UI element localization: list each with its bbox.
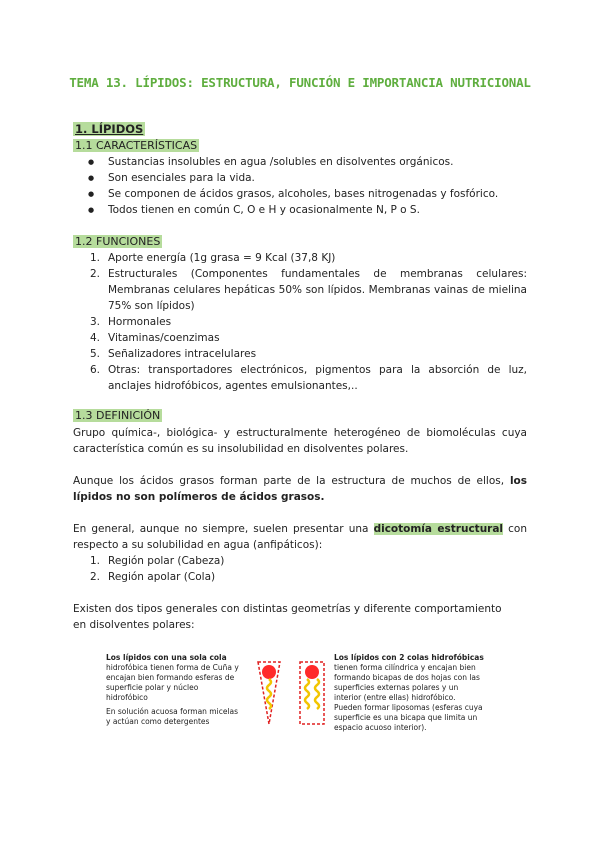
- document-title: TEMA 13. LÍPIDOS: ESTRUCTURA, FUNCIÓN E IMPORTANCIA NUTRICIONAL: [69, 75, 531, 90]
- polar-head-icon: [262, 665, 276, 679]
- list-item: ● Se componen de ácidos grasos, alcoholes, bases nitrogenadas y fosfórico.: [88, 186, 498, 202]
- subheading-definicion: 1.3 DEFINICIÓN: [75, 409, 161, 422]
- dicotomia-paragraph: En general, aunque no siempre, suelen presentar una dicotomía estructural con respecto a su solubilidad en agua (anfipáticos):: [73, 523, 527, 551]
- list-item: 4. Vitaminas/coenzimas: [90, 332, 220, 344]
- tipos-paragraph: Existen dos tipos generales con distintas geometrías y diferente comportamiento en disolventes polares:: [73, 603, 502, 631]
- subheading-funciones: 1.2 FUNCIONES: [75, 235, 161, 248]
- caracteristicas-list: [88, 154, 498, 218]
- hydrophobic-tail-icon: [267, 679, 271, 709]
- list-item: 2. Región apolar (Cola): [90, 571, 216, 583]
- list-item: 2. Estructurales (Componentes fundamentales de membranas celulares: Membranas celulares hepáticas 50% son lípidos. Membranas vainas de mielina 75% son lípidos): [90, 268, 527, 312]
- acidos-grasos-paragraph: Aunque los ácidos grasos forman parte de la estructura de muchos de ellos, los lípidos no son polímeros de ácidos grasos.: [73, 475, 527, 503]
- figure-right-text: Los lípidos con 2 colas hidrofóbicas tienen forma cilíndrica y encajan bien formando bicapas de dos hojas con las superficies externas polares y un interior (entre ellas) hidrofóbico. Pueden formar liposomas (esferas cuya superficie es una bicapa que limita un espacio acuoso interior).: [334, 653, 484, 732]
- section-heading-lipidos: 1. LÍPIDOS: [75, 122, 144, 136]
- lipid-geometry-diagram: [255, 660, 335, 730]
- list-item: 5. Señalizadores intracelulares: [90, 348, 257, 360]
- hydrophobic-tail-icon: [305, 679, 309, 709]
- figure-left-text: Los lípidos con una sola cola hidrofóbica tienen forma de Cuña y encajan bien formando esferas de superficie polar y núcleo hidrofóbico En solución acuosa forman micelas y actúan como detergentes: [106, 653, 239, 726]
- polar-head-icon: [305, 665, 319, 679]
- list-item: ● Todos tienen en común C, O e H y ocasionalmente N, P o S.: [88, 202, 498, 218]
- funciones-list: [90, 250, 527, 394]
- list-item: ● Sustancias insolubles en agua /solubles en disolventes orgánicos.: [88, 154, 498, 170]
- list-item: 1. Región polar (Cabeza): [90, 555, 225, 567]
- subheading-caracteristicas: 1.1 CARACTERÍSTICAS: [75, 139, 198, 152]
- list-item: ● Son esenciales para la vida.: [88, 170, 498, 186]
- regiones-list: [90, 553, 527, 585]
- definicion-paragraph: Grupo química-, biológica- y estructuralmente heterogéneo de biomoléculas cuya característica común es su insolubilidad en disolventes polares.: [73, 427, 527, 455]
- list-item: 6. Otras: transportadores electrónicos, pigmentos para la absorción de luz, anclajes hidrofóbicos, agentes emulsionantes,..: [90, 364, 527, 392]
- hydrophobic-tail-icon: [315, 679, 319, 709]
- list-item: 3. Hormonales: [90, 316, 172, 328]
- list-item: 1. Aporte energía (1g grasa = 9 Kcal (37,8 KJ): [90, 252, 336, 264]
